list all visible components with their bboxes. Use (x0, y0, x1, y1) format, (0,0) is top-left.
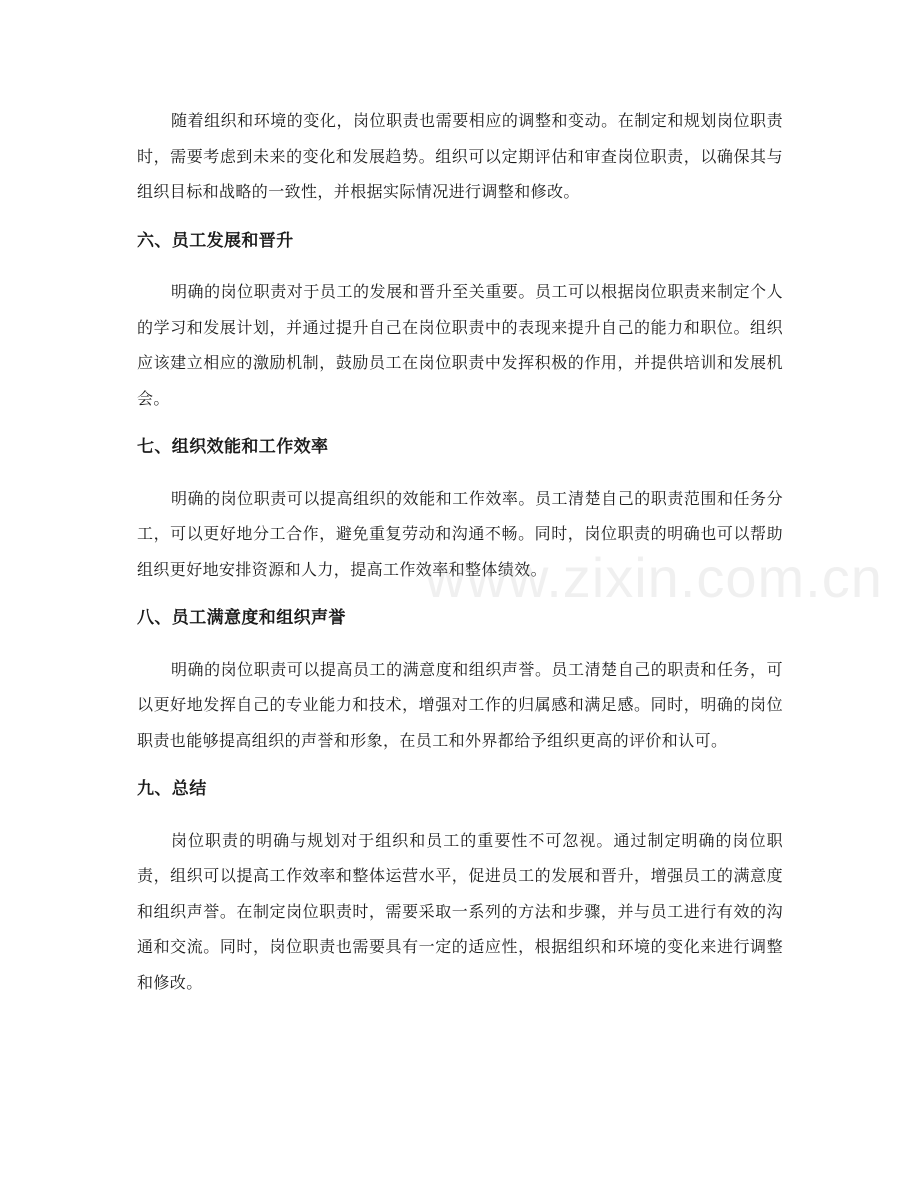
section-paragraph-7: 明确的岗位职责可以提高组织的效能和工作效率。员工清楚自己的职责范围和任务分工，可以更好地分工合作，避免重复劳动和沟通不畅。同时，岗位职责的明确也可以帮助组织更好地安排资源和人力，提高工作效率和整体绩效。 (137, 488, 783, 579)
section-heading-8: 八、员工满意度和组织声誉 (137, 608, 346, 628)
section-paragraph-6: 明确的岗位职责对于员工的发展和晋升至关重要。员工可以根据岗位职责来制定个人的学习和发展计划，并通过提升自己在岗位职责中的表现来提升自己的能力和职位。组织应该建立相应的激励机制，鼓励员工在岗位职责中发挥积极的作用，并提供培训和发展机会。 (137, 282, 783, 408)
section-paragraph-8: 明确的岗位职责可以提高员工的满意度和组织声誉。员工清楚自己的职责和任务，可以更好地发挥自己的专业能力和技术，增强对工作的归属感和满足感。同时，明确的岗位职责也能够提高组织的声誉和形象，在员工和外界都给予组织更高的评价和认可。 (137, 659, 783, 750)
intro-paragraph: 随着组织和环境的变化，岗位职责也需要相应的调整和变动。在制定和规划岗位职责时，需要考虑到未来的变化和发展趋势。组织可以定期评估和审查岗位职责，以确保其与组织目标和战略的一致性，并根据实际情况进行调整和修改。 (137, 111, 783, 201)
watermark: www.zixin.com.cn (425, 546, 883, 609)
section-paragraph-9: 岗位职责的明确与规划对于组织和员工的重要性不可忽视。通过制定明确的岗位职责，组织可以提高工作效率和整体运营水平，促进员工的发展和晋升，增强员工的满意度和组织声誉。在制定岗位职责时，需要采取一系列的方法和步骤，并与员工进行有效的沟通和交流。同时，岗位职责也需要具有一定的适应性，根据组织和环境的变化来进行调整和修改。 (137, 830, 783, 992)
section-heading-9: 九、总结 (137, 779, 207, 799)
section-heading-6: 六、员工发展和晋升 (137, 230, 294, 251)
document-content (137, 103, 783, 1000)
section-heading-7: 七、组织效能和工作效率 (137, 437, 329, 457)
